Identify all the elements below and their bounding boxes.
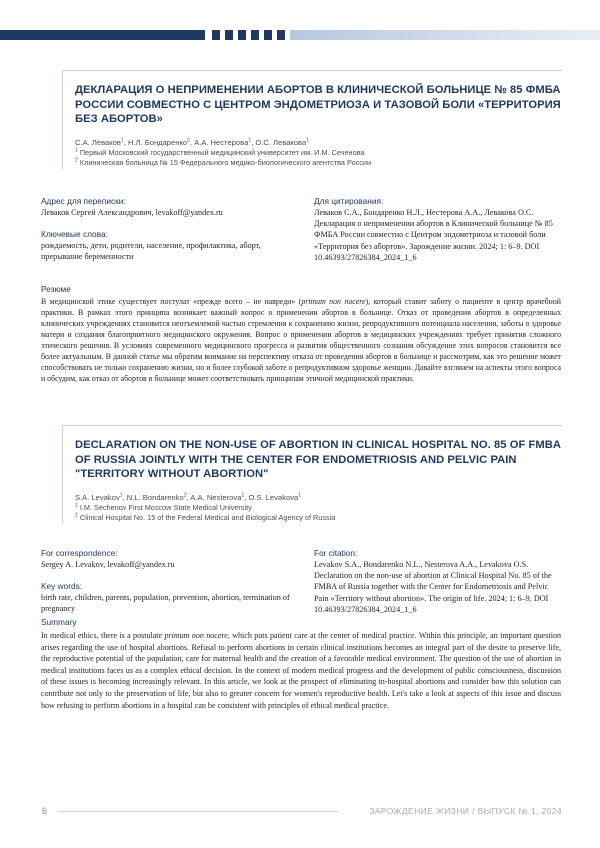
ru-article-title: ДЕКЛАРАЦИЯ О НЕПРИМЕНЕНИИ АБОРТОВ В КЛИНИЧЕСКОЙ БОЛЬНИЦЕ № 85 ФМБА РОССИИ СОВМЕСТНО С ЦЕНТРОМ ЭНДОМЕТРИОЗА И ТАЗОВОЙ БОЛИ «ТЕРРИТОРИЯ БЕЗ АБОРТОВ»	[75, 84, 561, 125]
en-meta-left	[41, 548, 291, 615]
ru-citation: Леваков С.А., Бондаренко Н.Л., Нестерова А.А., Левакова О.С. Декларация о неприменении абортов в Клинической больнице № 85 ФМБА России совместно с Центром эндометриоза и тазовой боли «Территория без абортов». Зарождение жизни. 2024; 1: 6–9. DOI 10.46393/27826384_2024_1_6	[314, 208, 553, 262]
ru-citation-heading: Для цитирования:	[314, 196, 384, 206]
ru-authors: С.А. Леваков$^1$, Н.Л. Бондаренко$^2$, А.А. Нестерова$^1$, О.С. Левакова$^1$	[75, 136, 309, 147]
footer-rule	[58, 811, 338, 812]
ru-author: А.А. Нестерова	[194, 137, 249, 147]
ru-summary: В медицинской этике существует постулат «прежде всего – не навреди» (primum non nocere), который ставит заботу о пациенте в центр врачебной практики. В рамках этого принципа возникает важный вопрос о применении абортов в больнице. Отказ от проведения абортов в определенных клинических учреждениях становится неотъемлемой частью стремления к сохранению жизни, репродуктивного потенциала населения, заботы о здоровье матери и создания благоприятного медицинского окружения. Вопрос о применении абортов в медицинских учреждениях требует принятия сложного этического решения. В условиях современного медицинского прогресса и развития общественного сознания обсуждение этих вопросов становится все более актуальным. В данной статье мы обратим внимание на перспективу отказа от проведения абортов в больнице и рассмотрим, как это решение может способствовать не только сохранению жизни, но и более глубокой заботе о репродуктивном здоровье женщин. Давайте взглянем на аспекты этого вопроса и обсудим, как отказ от абортов в больнице может соответствовать принципам этичной медицинской практики.	[41, 297, 561, 384]
ru-title-block	[62, 70, 562, 169]
header-bar-segment	[238, 30, 246, 40]
ru-author: Н.Л. Бондаренко	[127, 137, 188, 147]
ru-keywords: рождаемость, дети, родители, население, профилактика, аборт, прерывание беременности	[41, 241, 261, 262]
en-keywords-heading: Key words:	[41, 581, 83, 592]
en-correspondence: Sergey A. Levakov, levakoff@yandex.ru	[41, 560, 175, 569]
ru-keywords-heading: Ключевые слова:	[41, 229, 108, 240]
en-correspondence-heading: For correspondence:	[41, 548, 118, 558]
header-bar-segment	[251, 30, 259, 40]
en-authors: S.A. Levakov$^1$, N.L. Bondarenko$^2$, A.A. Nesterova$^1$, O.S. Levakova$^1$	[75, 491, 302, 502]
en-author: N.L. Bondarenko	[126, 492, 184, 502]
en-summary-heading: Summary	[41, 617, 77, 627]
header-bar-segment	[225, 30, 233, 40]
en-author: S.A. Levakov	[75, 492, 120, 502]
en-affiliation: $^1$ I.M. Sechenov First Moscow State Medical University	[75, 502, 252, 512]
en-author: O.S. Levakova	[248, 492, 299, 502]
ru-affiliation: $^2$ Клиническая больница № 15 Федерального медико-биологического агентства России	[75, 157, 372, 167]
ru-correspondence: Леваков Сергей Александрович, levakoff@yandex.ru	[41, 208, 223, 217]
en-citation-heading: For citation:	[314, 548, 358, 558]
en-title-block	[62, 425, 562, 524]
page-number: 6	[42, 806, 48, 816]
en-meta-right	[314, 548, 564, 615]
en-article-title: DECLARATION ON THE NON-USE OF ABORTION IN CLINICAL HOSPITAL NO. 85 OF FMBA OF RUSSIA JOINTLY WITH THE CENTER FOR ENDOMETRIOSIS AND PELVIC PAIN "TERRITORY WITHOUT ABORTION"	[75, 439, 561, 480]
en-author: A.A. Nesterova	[190, 492, 242, 502]
header-bar-segment	[212, 30, 220, 40]
header-bar-main	[0, 30, 205, 40]
header-bar-fade	[290, 30, 600, 40]
en-affiliation: $^2$ Clinical Hospital No. 15 of the Federal Medical and Biological Agency of Russia	[75, 512, 336, 522]
ru-affiliation: $^1$ Первый Московский государственный медицинский университет им. И.М. Сеченова	[75, 147, 365, 157]
ru-meta-left	[41, 196, 291, 263]
en-citation: Levakov S.A., Bondarenko N.L., Nesterova A.A., Levakova O.S. Declaration on the non-use of abortion at Clinical Hospital No. 85 of the FMBA of Russia together with the Center for Endometriosis and Pelvic Pain «Territory without abortion». The origin of life. 2024; 1: 6–9. DOI 10.46393/27826384_2024_1_6	[314, 560, 552, 614]
header-bar-segment	[264, 30, 272, 40]
header-band	[0, 0, 600, 40]
ru-author: О.С. Левакова	[255, 137, 307, 147]
ru-summary-heading: Резюме	[41, 284, 71, 294]
en-summary: In medical ethics, there is a postulate primum non nocere, which puts patient care at the center of medical practice. Within this principle, an important question arises regarding the use of hospital abortions. Refusal to perform abortions in certain clinical institutions becomes an integral part of the desire to preserve life, the reproductive potential of the population, care for maternal health and the creation of a favorable medical environment. The question of the use of abortion in medical institutions faces us as a complex ethical decision. In the context of modern medical progress and the development of public consciousness, discussion of these issues is becoming increasingly relevant. In this article, we look at the prospect of eliminating in-hospital abortions and consider how this solution can contribute not only to the preservation of life, but also to greater concern for women's reproductive health. Let's take a look at aspects of this issue and discuss how refusing to perform abortions in a hospital can be consistent with principles of ethical medical practice.	[41, 631, 561, 710]
ru-meta-right	[314, 196, 564, 263]
page-footer	[0, 796, 600, 826]
journal-issue: ЗАРОЖДЕНИЕ ЖИЗНИ / ВЫПУСК № 1, 2024	[369, 806, 562, 816]
ru-author: С.А. Леваков	[75, 137, 121, 147]
en-keywords: birth rate, children, parents, population, prevention, abortion, termination of pregnancy	[41, 593, 290, 614]
header-bar-segment	[277, 30, 285, 40]
ru-correspondence-heading: Адрес для переписки:	[41, 196, 126, 206]
